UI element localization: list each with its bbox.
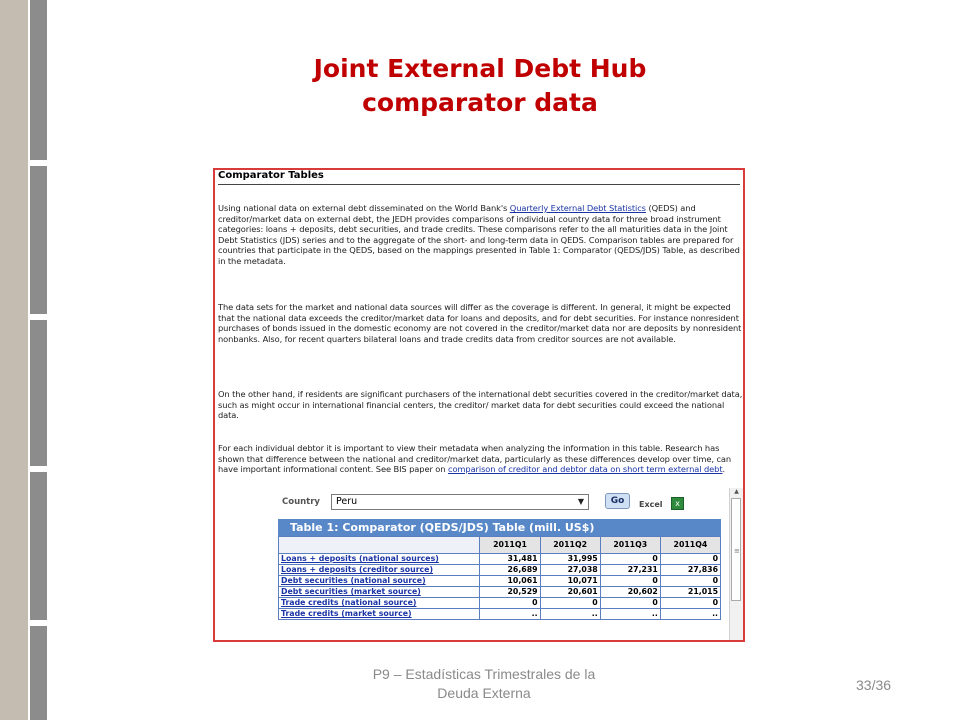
- table-cell: 27,231: [600, 565, 660, 576]
- table-row: [279, 576, 721, 587]
- strip-segment: [30, 0, 47, 160]
- strip-segment: [30, 626, 47, 720]
- table-cell: ..: [660, 609, 720, 620]
- paragraph-metadata: [218, 443, 745, 475]
- slide-title-line1: Joint External Debt Hub: [313, 54, 647, 83]
- table-cell: 21,015: [660, 587, 720, 598]
- strip-segment: [30, 166, 47, 314]
- grip-icon: ≡: [734, 547, 740, 555]
- table-cell: 20,602: [600, 587, 660, 598]
- table-cell: 31,481: [480, 554, 540, 565]
- table-row: [279, 609, 721, 620]
- table-header-row: [279, 537, 721, 554]
- column-header: 2011Q4: [660, 537, 720, 554]
- excel-label: Excel: [639, 500, 663, 509]
- footer-line2: Deuda Externa: [437, 685, 531, 701]
- table-cell: ..: [480, 609, 540, 620]
- row-label-link[interactable]: Trade credits (national source): [279, 598, 480, 609]
- table-cell: 0: [660, 598, 720, 609]
- comparator-screenshot: [213, 168, 745, 642]
- scrollbar-thumb[interactable]: [731, 498, 741, 601]
- bis-paper-link[interactable]: comparison of creditor and debtor data on short term external debt: [447, 464, 723, 474]
- strip-segment: [30, 472, 47, 620]
- intro-text-b: (QEDS) and creditor/market data on external debt, the JEDH provides comparisons of individual country data for three broad instrument categories: loans + deposits, debt securities, and trade credits. These comparisons refer to the all maturities data in the Joint Debt Statistics (JDS) series and to the aggregate of the short- and long-term data in QEDS. Comparison tables are prepared for countries that participate in the QEDS, based on the mappings presented in Table 1: Comparator (QEDS/JDS) Table, as described in the metadata.: [218, 203, 740, 266]
- qeds-link[interactable]: Quarterly External Debt Statistics: [509, 203, 646, 213]
- table-cell: 27,836: [660, 565, 720, 576]
- table-cell: 27,038: [540, 565, 600, 576]
- table-cell: 26,689: [480, 565, 540, 576]
- intro-text-a: Using national data on external debt disseminated on the World Bank's: [218, 203, 510, 213]
- scroll-up-icon[interactable]: ▲: [734, 488, 739, 495]
- table-cell: 0: [660, 576, 720, 587]
- heading-divider: [218, 184, 740, 185]
- excel-icon[interactable]: x: [671, 497, 684, 510]
- comparator-table: [278, 536, 721, 620]
- paragraph-intro: [218, 203, 745, 266]
- table-title: Table 1: Comparator (QEDS/JDS) Table (mill. US$): [278, 519, 721, 536]
- column-header: 2011Q3: [600, 537, 660, 554]
- country-select[interactable]: [331, 494, 589, 510]
- metadata-text-b: .: [722, 464, 726, 474]
- table-cell: 20,529: [480, 587, 540, 598]
- slide-title: [200, 52, 760, 120]
- slide-title-line2: comparator data: [362, 88, 598, 117]
- scrollbar[interactable]: [729, 488, 743, 640]
- country-label: Country: [282, 497, 320, 507]
- table-row: [279, 554, 721, 565]
- paragraph-residents: On the other hand, if residents are significant purchasers of the international debt securities covered in the creditor/market data, such as might occur in international financial centers, the creditor/ market data for debt securities could exceed the national data.: [218, 389, 743, 420]
- footer-line1: P9 – Estadísticas Trimestrales de la: [372, 666, 596, 682]
- table-cell: 0: [600, 598, 660, 609]
- row-label-link[interactable]: Debt securities (national source): [279, 576, 480, 587]
- paragraph-coverage: The data sets for the market and national data sources will differ as the coverage is different. In general, it might be expected that the national data exceeds the creditor/market data for loans and deposits, and for debt securities. For instance nonresident purchases of bonds issued in the domestic economy are not covered in the creditor/market data nor are deposits by nonresident nonbanks. Also, for recent quarters bilateral loans and trade credits data from creditor sources are not available.: [218, 302, 742, 344]
- table-cell: ..: [540, 609, 600, 620]
- table-cell: 0: [660, 554, 720, 565]
- table-cell: 0: [600, 554, 660, 565]
- table-cell: 0: [540, 598, 600, 609]
- column-header: 2011Q2: [540, 537, 600, 554]
- strip-segment: [30, 320, 47, 466]
- country-value: Peru: [336, 496, 358, 507]
- slide-footer: [336, 665, 632, 703]
- row-label-link[interactable]: Trade credits (market source): [279, 609, 480, 620]
- header-blank-cell: [279, 537, 480, 554]
- metadata-text-a: For each individual debtor it is important to view their metadata when analyzing the information in this table. Research has shown that difference between the national and creditor/market data, particularly as these differences develop over time, can have important informational content. See BIS paper on: [218, 443, 732, 474]
- table-row: [279, 565, 721, 576]
- table-cell: ..: [600, 609, 660, 620]
- comparator-heading: Comparator Tables: [218, 170, 324, 181]
- table-cell: 10,071: [540, 576, 600, 587]
- table-cell: 31,995: [540, 554, 600, 565]
- row-label-link[interactable]: Debt securities (market source): [279, 587, 480, 598]
- table-cell: 0: [480, 598, 540, 609]
- row-label-link[interactable]: Loans + deposits (creditor source): [279, 565, 480, 576]
- table-row: [279, 587, 721, 598]
- column-header: 2011Q1: [480, 537, 540, 554]
- left-decorative-bar: [0, 0, 28, 720]
- table-row: [279, 598, 721, 609]
- table-cell: 0: [600, 576, 660, 587]
- go-button[interactable]: Go: [605, 493, 630, 509]
- table-cell: 10,061: [480, 576, 540, 587]
- row-label-link[interactable]: Loans + deposits (national sources): [279, 554, 480, 565]
- table-cell: 20,601: [540, 587, 600, 598]
- page-number: 33/36: [856, 677, 892, 693]
- chevron-down-icon: ▼: [577, 497, 584, 506]
